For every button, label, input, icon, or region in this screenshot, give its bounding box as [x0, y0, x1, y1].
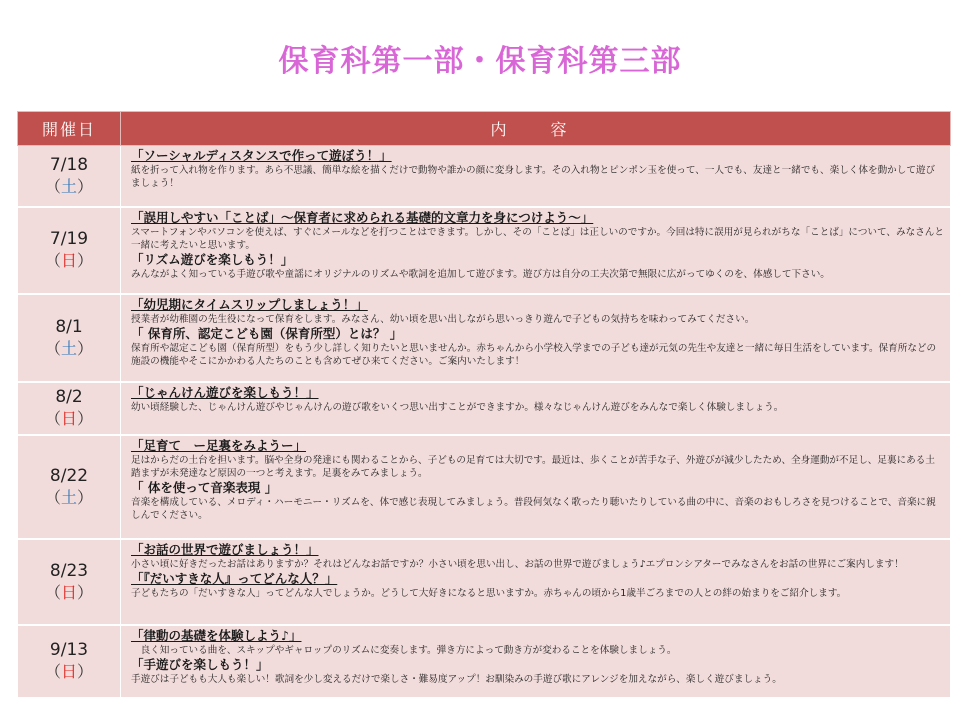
- day-of-week: （日）: [44, 662, 94, 681]
- event-description: スマートフォンやパソコンを使えば、すぐにメールなどを打つことはできます。しかし、その「ことば」は正しいのですか。今回は特に誤用が見られがちな「ことば」について、みなさんと一緒に考えたいと思います。: [131, 226, 944, 251]
- day-of-week-label: 土: [60, 487, 77, 507]
- day-of-week-label: 日: [60, 662, 77, 681]
- event-date: 7/18: [49, 154, 89, 175]
- event-title: 「 体を使って音楽表現 」: [131, 479, 278, 495]
- day-of-week-label: 日: [60, 409, 77, 428]
- event-title: 「幼児期にタイムスリップしましょう！」: [131, 296, 368, 312]
- event-date-cell: [18, 435, 121, 539]
- event-date: 8/2: [55, 387, 83, 407]
- event-date-cell: [18, 294, 121, 382]
- event-date: 8/1: [55, 316, 83, 337]
- event-description: 子どもたちの「だいすきな人」ってどんな人でしょうか。どうして大好きになると思いますか。赤ちゃんの頃から1歳半ごろまでの人との絆の始まりをご紹介します。: [131, 587, 847, 599]
- table-row: [18, 146, 951, 207]
- event-content-cell: [121, 207, 951, 294]
- header-date: 開催日: [18, 112, 121, 146]
- event-content-cell: [121, 625, 951, 698]
- event-date: 9/13: [49, 640, 89, 660]
- day-of-week: （日）: [44, 409, 94, 428]
- event-title: 「『だいすきな人』ってどんな人？」: [131, 570, 338, 586]
- table-row: [18, 625, 951, 698]
- event-title: 「誤用しやすい「ことば」～保育者に求められる基礎的文章力を身につけよう～」: [131, 209, 594, 225]
- page-title: 保育科第一部・保育科第三部: [278, 44, 682, 79]
- event-title: 「お話の世界で遊びましょう！」: [131, 541, 319, 557]
- event-title: 「じゃんけん遊びを楽しもう！」: [131, 384, 319, 400]
- header-content: 内 容: [121, 112, 951, 146]
- event-title: 「手遊びを楽しもう！」: [131, 656, 269, 672]
- event-description: 紙を折って入れ物を作ります。あら不思議、簡単な絵を描くだけで動物や誰かの顔に変身します。その入れ物とピンポン玉を使って、一人でも、友達と一緒でも、楽しく体を動かして遊びましょう！: [131, 165, 936, 189]
- event-description: 良く知っている曲を、スキップやギャロップのリズムに変奏します。弾き方によって動き方が変わることを体験しましょう。: [131, 644, 677, 656]
- table-row: [18, 435, 951, 539]
- event-title: 「ソーシャルディスタンスで作って遊ぼう！」: [131, 148, 392, 163]
- event-title: 「 保育所、認定こども園（保育所型）とは？ 」: [131, 325, 403, 341]
- event-description: 保育所や認定こども園（保育所型）をもう少し詳しく知りたいと思いませんか。赤ちゃんから小学校入学までの子ども達が元気の先生や友達と一緒に毎日生活をしています。保育所などの施設の機能やそこにかかわる人たちのことも含めてぜひ来てください。ご案内いたします！: [131, 342, 937, 367]
- event-date: 8/23: [49, 560, 89, 581]
- day-of-week-label: 土: [60, 176, 77, 196]
- table-header-row: [18, 112, 951, 146]
- schedule-table: [17, 111, 951, 699]
- day-of-week-label: 日: [60, 582, 77, 602]
- event-description: 小さい頃に好きだったお話はありますか？それはどんなお話ですか？小さい頃を思い出し、お話の世界で遊びましょう♪エプロンシアターでみなさんをお話の世界にご案内します！: [131, 558, 904, 570]
- day-of-week: （土）: [44, 487, 94, 507]
- event-date: 8/22: [49, 465, 89, 486]
- table-row: [18, 294, 951, 382]
- event-description: 授業者が幼稚園の先生役になって保育をします。みなさん、幼い頃を思い出しながら思いっきり遊んで子どもの気持ちを味わってみてください。: [131, 313, 755, 325]
- event-content-cell: [121, 539, 951, 625]
- event-date-cell: [18, 539, 121, 625]
- event-description: 足はからだの土台を担います。脳や全身の発達にも関わることから、子どもの足育ては大切です。最近は、歩くことが苦手な子、外遊びが減少したため、全身運動が不足し、足裏にある土踏まずが未発達など原因の一つと考えます。足裏をみてみましょう。: [131, 454, 935, 479]
- event-description: みんながよく知っている手遊び歌や童謡にオリジナルのリズムや歌詞を追加して遊びます。遊び方は自分の工夫次第で無限に広がってゆくのを、体感して下さい。: [131, 268, 830, 280]
- day-of-week-label: 土: [60, 338, 77, 358]
- event-title: 「足育て ー足裏をみようー」: [131, 437, 307, 453]
- event-description: 音楽を構成している、メロディ・ハーモニー・リズムを、体で感じ表現してみましょう。普段何気なく歌ったり聴いたりしている曲の中に、音楽のおもしろさを見つけることで、音楽に親しんでください。: [131, 496, 936, 521]
- day-of-week-label: 日: [60, 251, 77, 270]
- event-title: 「リズム遊びを楽しもう！」: [131, 251, 294, 267]
- event-description: 幼い頃経験した、じゃんけん遊びやじゃんけんの遊び歌をいくつ思い出すことができますか。様々なじゃんけん遊びをみんなで楽しく体験しましょう。: [131, 401, 784, 413]
- event-content-cell: [121, 146, 951, 207]
- event-date-cell: [18, 382, 121, 435]
- day-of-week: （日）: [44, 582, 94, 602]
- event-title: 「律動の基礎を体験しよう♪」: [131, 627, 302, 643]
- event-date-cell: [18, 207, 121, 294]
- table-row: [18, 207, 951, 294]
- table-row: [18, 382, 951, 435]
- event-date: 7/19: [49, 229, 89, 249]
- event-date-cell: [18, 146, 121, 207]
- day-of-week: （土）: [44, 176, 94, 196]
- day-of-week: （日）: [44, 251, 94, 270]
- day-of-week: （土）: [44, 338, 94, 358]
- table-row: [18, 539, 951, 625]
- event-date-cell: [18, 625, 121, 698]
- event-content-cell: [121, 294, 951, 382]
- event-content-cell: [121, 382, 951, 435]
- event-content-cell: [121, 435, 951, 539]
- event-description: 手遊びは子どもも大人も楽しい！歌詞を少し変えるだけで楽しさ・難易度アップ！お馴染みの手遊び歌にアレンジを加えながら、楽しく遊びましょう。: [131, 673, 782, 685]
